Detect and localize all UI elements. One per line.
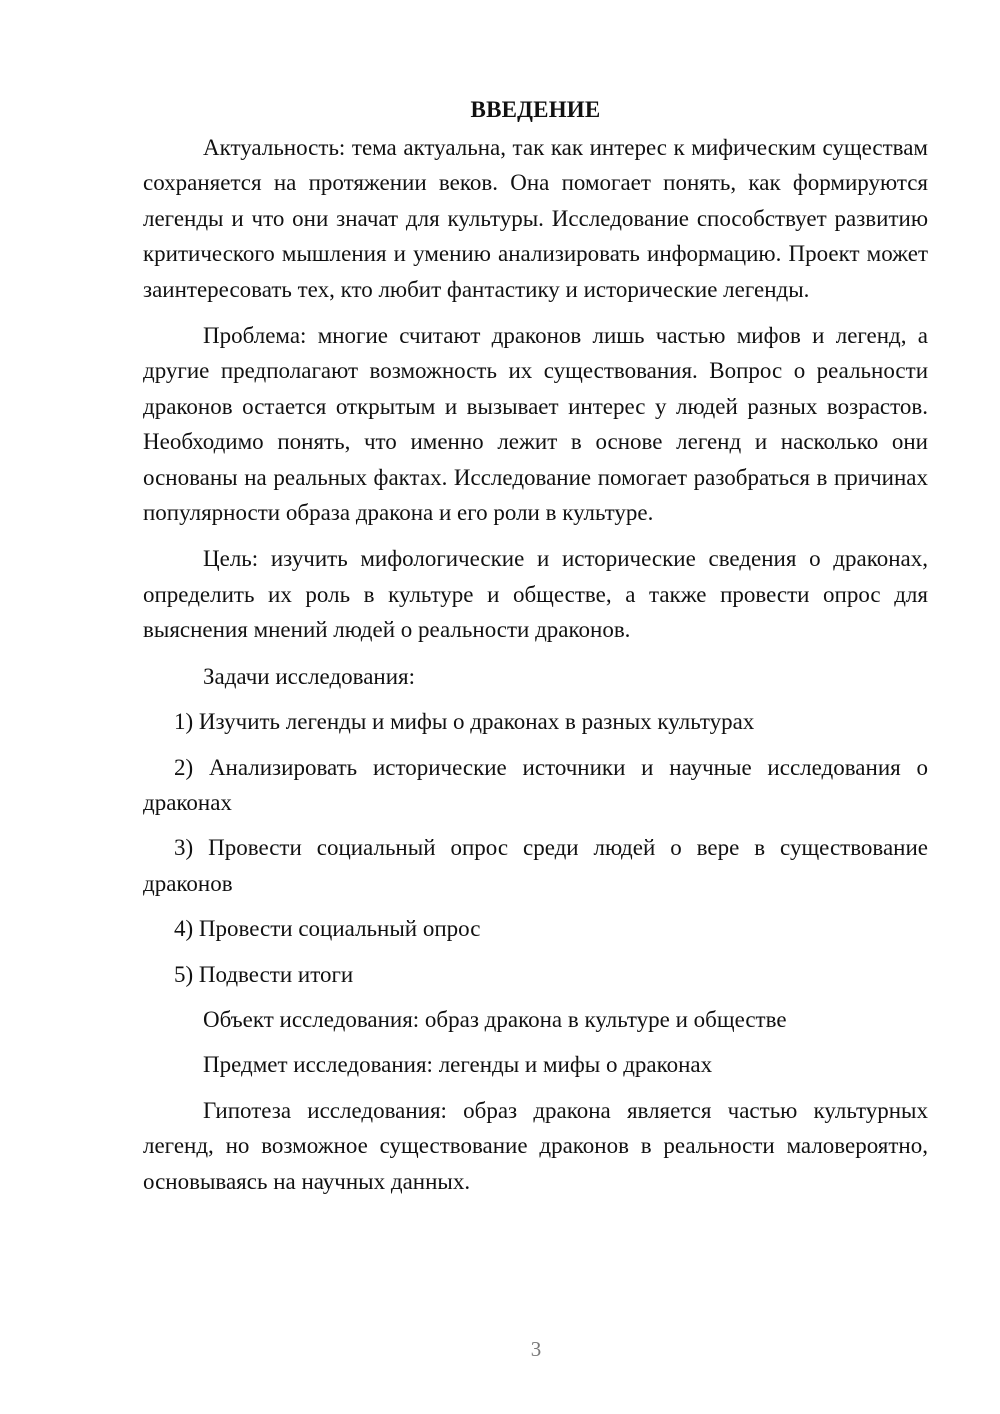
task-item-1: 1) Изучить легенды и мифы о драконах в разных культурах	[174, 709, 755, 735]
research-object: Объект исследования: образ дракона в культуре и обществе	[203, 1006, 787, 1032]
task-item-4: 4) Провести социальный опрос	[174, 916, 481, 942]
relevance-paragraph: Актуальность: тема актуальна, так как интерес к мифическим существам сохраняется на протяжении веков. Она помогает понять, как формируются легенды и что они значат для культуры. Исследование способствует развитию критического мышления и умению анализировать информацию. Проект может заинтересовать тех, кто любит фантастику и исторические легенды.	[143, 135, 928, 302]
task-item-2: 2) Анализировать исторические источники и научные исследования о драконах	[143, 754, 928, 815]
task-item-3: 3) Провести социальный опрос среди людей о вере в существование драконов	[143, 835, 928, 896]
page-title: ВВЕДЕНИЕ	[470, 97, 601, 122]
goal-paragraph: Цель: изучить мифологические и исторические сведения о драконах, определить их роль в культуре и обществе, а также провести опрос для выяснения мнений людей о реальности драконов.	[143, 546, 928, 643]
page-number: 3	[530, 1337, 542, 1361]
problem-paragraph: Проблема: многие считают драконов лишь частью мифов и легенд, а другие предполагают возможность их существования. Вопрос о реальности драконов остается открытым и вызывает интерес у людей разных возрастов. Необходимо понять, что именно лежит в основе легенд и насколько они основаны на реальных фактах. Исследование помогает разобраться в причинах популярности образа дракона и его роли в культуре.	[143, 323, 928, 526]
page-content	[143, 92, 928, 1199]
task-item-5: 5) Подвести итоги	[174, 961, 354, 987]
hypothesis-paragraph: Гипотеза исследования: образ дракона является частью культурных легенд, но возможное существование драконов в реальности маловероятно, основываясь на научных данных.	[143, 1097, 928, 1194]
tasks-heading: Задачи исследования:	[203, 663, 416, 689]
research-subject: Предмет исследования: легенды и мифы о драконах	[203, 1052, 713, 1078]
